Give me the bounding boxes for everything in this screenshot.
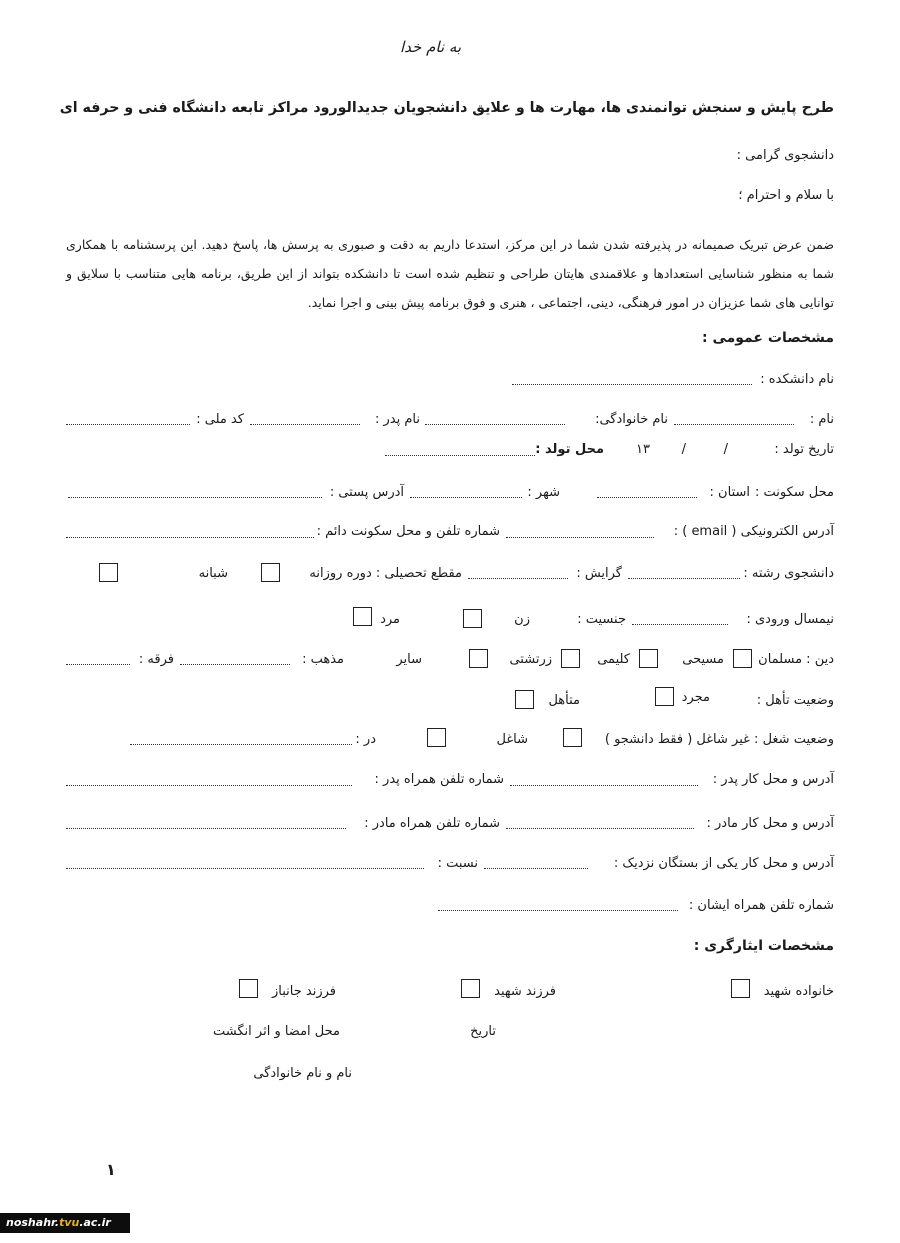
site-main: noshahr. xyxy=(6,1216,60,1229)
martyr-family-label: خانواده شهید xyxy=(763,984,834,999)
dear-student: دانشجوی گرامی : xyxy=(736,148,834,163)
salutation: با سلام و احترام ؛ xyxy=(738,188,834,203)
bismillah: به نام خدا xyxy=(400,38,462,56)
christian-checkbox[interactable] xyxy=(639,649,658,668)
entry-semester-label: نیمسال ورودی : xyxy=(746,612,834,627)
email-label: آدرس الکترونیکی ( email ) : xyxy=(673,524,834,539)
jewish-checkbox[interactable] xyxy=(561,649,580,668)
date-slash-month: / xyxy=(681,442,686,457)
phone-residence-field[interactable] xyxy=(66,536,314,538)
orientation-field[interactable] xyxy=(468,577,568,579)
male-label: مرد xyxy=(380,612,400,627)
mother-work-field[interactable] xyxy=(506,827,694,829)
father-name-field[interactable] xyxy=(250,423,360,425)
relative-phone-label: شماره تلفن همراه ایشان : xyxy=(688,898,834,913)
birth-place-label: محل تولد : xyxy=(535,442,604,457)
martyr-family-checkbox[interactable] xyxy=(731,979,750,998)
relative-work-label: آدرس و محل کار یکی از بستگان نزدیک : xyxy=(613,856,834,871)
employed-checkbox[interactable] xyxy=(427,728,446,747)
major-label: دانشجوی رشته : xyxy=(743,566,834,581)
sect-label: مذهب : xyxy=(302,652,344,667)
college-name-field[interactable] xyxy=(512,383,752,385)
daytime-checkbox[interactable] xyxy=(261,563,280,582)
site-tail: .ac.ir xyxy=(79,1216,111,1229)
religion-label: دین : مسلمان xyxy=(758,652,834,667)
postal-address-field[interactable] xyxy=(68,496,322,498)
general-heading: مشخصات عمومی : xyxy=(701,330,834,346)
muslim-checkbox[interactable] xyxy=(733,649,752,668)
zoroastrian-checkbox[interactable] xyxy=(469,649,488,668)
site-accent: tvu xyxy=(59,1216,80,1229)
relative-work-field[interactable] xyxy=(484,867,588,869)
degree-label: مقطع تحصیلی : دوره روزانه xyxy=(309,566,462,581)
year-prefix: ۱۳ xyxy=(636,442,650,457)
father-name-label: نام پدر : xyxy=(375,412,420,427)
unemployed-checkbox[interactable] xyxy=(563,728,582,747)
employed-label: شاغل xyxy=(496,732,528,747)
father-work-field[interactable] xyxy=(510,784,698,786)
college-name-label: نام دانشکده : xyxy=(760,372,834,387)
gender-label: جنسیت : xyxy=(577,612,626,627)
last-name-label: نام خانوادگی: xyxy=(595,412,668,427)
employment-place-field[interactable] xyxy=(130,743,352,745)
male-checkbox[interactable] xyxy=(353,607,372,626)
single-label: مجرد xyxy=(681,690,710,705)
relative-phone-field[interactable] xyxy=(438,909,678,911)
married-label: متأهل xyxy=(548,693,580,708)
relation-label: نسبت : xyxy=(437,856,478,871)
province-field[interactable] xyxy=(597,496,697,498)
veteran-child-label: فرزند جانباز xyxy=(271,984,336,999)
form-title: طرح پایش و سنجش توانمندی ها، مهارت ها و علایق دانشجویان جدیدالورود مراکز تابعه دانشگاه فنی و حرفه ای xyxy=(59,100,834,116)
father-phone-field[interactable] xyxy=(66,784,352,786)
employment-label: وضعیت شغل : غیر شاغل ( فقط دانشجو ) xyxy=(604,732,834,747)
date-slash-day: / xyxy=(723,442,728,457)
orientation-label: گرایش : xyxy=(576,566,622,581)
intro-paragraph: ضمن عرض تبریک صمیمانه در پذیرفته شدن شما در این مرکز، استدعا داریم به دقت و صبوری به پرسش ها، پاسخ دهید. این پرسشنامه با همکاری شما به منظور شناسایی استعدادها و علاقمندی هایتان طراحی و تنظیم شده است تا دانشکده بتواند از این طریق، برنامه هایی متناسب با سلایق و توانایی های شما عزیزان در امور فرهنگی، دینی، اجتماعی ، هنری و فوق برنامه پیش بینی و اجرا نماید. xyxy=(66,237,834,310)
major-field[interactable] xyxy=(628,577,740,579)
first-name-label: نام : xyxy=(809,412,834,427)
national-code-label: کد ملی : xyxy=(196,412,244,427)
zoroastrian-label: زرتشتی xyxy=(509,652,552,667)
phone-residence-label: شماره تلفن و محل سکونت دائم : xyxy=(316,524,500,539)
sect-field[interactable] xyxy=(180,663,290,665)
email-field[interactable] xyxy=(506,536,654,538)
signature-label: محل امضا و اثر انگشت xyxy=(213,1024,340,1039)
single-checkbox[interactable] xyxy=(655,687,674,706)
married-checkbox[interactable] xyxy=(515,690,534,709)
father-phone-label: شماره تلفن همراه پدر : xyxy=(374,772,504,787)
date-label: تاریخ xyxy=(470,1024,496,1039)
at-label: در : xyxy=(355,732,376,747)
marital-label: وضعیت تأهل : xyxy=(756,693,834,708)
evening-checkbox[interactable] xyxy=(99,563,118,582)
mother-phone-label: شماره تلفن همراه مادر : xyxy=(364,816,500,831)
birth-date-label: تاریخ تولد : xyxy=(774,442,834,457)
province-label: استان : xyxy=(709,485,750,500)
first-name-field[interactable] xyxy=(674,423,794,425)
female-checkbox[interactable] xyxy=(463,609,482,628)
relation-field[interactable] xyxy=(66,867,424,869)
birth-place-field[interactable] xyxy=(385,454,535,456)
martyr-child-checkbox[interactable] xyxy=(461,979,480,998)
christian-label: مسیحی xyxy=(682,652,724,667)
sacrifice-heading: مشخصات ایثارگری : xyxy=(693,938,834,954)
city-field[interactable] xyxy=(410,496,522,498)
postal-address-label: آدرس پستی : xyxy=(329,485,404,500)
full-name-label: نام و نام خانوادگی xyxy=(253,1066,352,1081)
denomination-field[interactable] xyxy=(66,663,130,665)
veteran-child-checkbox[interactable] xyxy=(239,979,258,998)
city-label: شهر : xyxy=(527,485,560,500)
entry-semester-field[interactable] xyxy=(632,623,728,625)
martyr-child-label: فرزند شهید xyxy=(494,984,556,999)
mother-work-label: آدرس و محل کار مادر : xyxy=(706,816,834,831)
site-badge xyxy=(0,1213,130,1233)
father-work-label: آدرس و محل کار پدر : xyxy=(712,772,834,787)
jewish-label: کلیمی xyxy=(597,652,630,667)
mother-phone-field[interactable] xyxy=(66,827,346,829)
female-label: زن xyxy=(514,612,530,627)
other-religion-label: سایر xyxy=(396,652,422,667)
page-number: ۱ xyxy=(106,1160,116,1179)
evening-label: شبانه xyxy=(198,566,228,581)
denomination-label: فرقه : xyxy=(138,652,174,667)
last-name-field[interactable] xyxy=(425,423,565,425)
residence-label: محل سکونت : xyxy=(754,485,834,500)
national-code-field[interactable] xyxy=(66,423,190,425)
